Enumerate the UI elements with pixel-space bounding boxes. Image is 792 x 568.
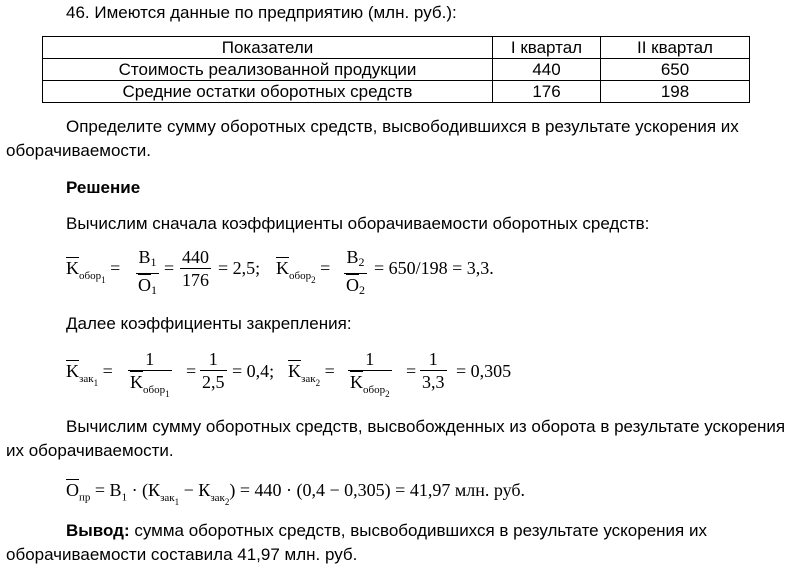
formula-term: $\overline{K}_{обор_1}$ = — [66, 258, 121, 285]
table-row — [43, 59, 750, 81]
formula-release: $О_{пр} = В_1 \cdot (К_{зак_1} - К_{зак_2}) = 440 \cdot (0,4 - 0,305) = 41,97$ млн. руб. — [66, 480, 526, 507]
table-cell: 440 — [493, 59, 601, 81]
table-header: Показатели — [43, 37, 493, 59]
solution-step: их оборачиваемости. — [6, 441, 174, 460]
solution-step: Вычислим сначала коэффициенты оборачиваемости оборотных средств: — [66, 214, 650, 233]
question-line: Определите сумму оборотных средств, высвободившихся в результате ускорения их — [66, 117, 739, 136]
solution-heading: Решение — [66, 178, 141, 197]
formula-fraction: 1 $\overline{K}_{обор_2}$ — [350, 349, 390, 399]
table-header: I квартал — [493, 37, 601, 59]
table-cell: Стоимость реализованной продукции — [43, 59, 493, 81]
task-title: 46. Имеются данные по предприятию (млн. руб.): — [66, 3, 457, 22]
formula-fraction: $\frac{1}{3,3}$ — [422, 349, 445, 392]
table-cell: 650 — [601, 59, 750, 81]
table-header: II квартал — [601, 37, 750, 59]
formula-fraction: В2 О2 — [346, 247, 365, 297]
table-cell: 198 — [601, 81, 750, 103]
formula-fraction: В1 О1 — [138, 247, 157, 297]
question-line: оборачиваемости. — [6, 141, 151, 160]
data-table — [42, 36, 750, 103]
formula-fraction: $\frac{440}{176}$ — [182, 247, 209, 290]
table-cell: Средние остатки оборотных средств — [43, 81, 493, 103]
formula-fraction: 1 $\overline{K}_{обор_1}$ — [130, 349, 170, 399]
conclusion-line: оборачиваемости составила 41,97 млн. руб. — [6, 545, 358, 564]
formula-term: $\overline{K}_{обор_2}$ = — [276, 258, 331, 285]
formula-term: $\overline{K}_{зак_2}$ = — [288, 361, 335, 388]
formula-fraction: $\frac{1}{2,5}$ — [202, 349, 225, 392]
table-row — [43, 81, 750, 103]
table-header-row — [43, 37, 750, 59]
solution-step: Далее коэффициенты закрепления: — [66, 314, 352, 333]
table-cell: 176 — [493, 81, 601, 103]
formula-term: $\overline{K}_{зак_1}$ = — [66, 361, 113, 388]
conclusion-label: Вывод: — [66, 521, 130, 540]
solution-step: Вычислим сумму оборотных средств, высвобожденных из оборота в результате ускорения — [66, 417, 786, 436]
conclusion-line: Вывод: сумма оборотных средств, высвободившихся в результате ускорения их — [66, 521, 707, 540]
